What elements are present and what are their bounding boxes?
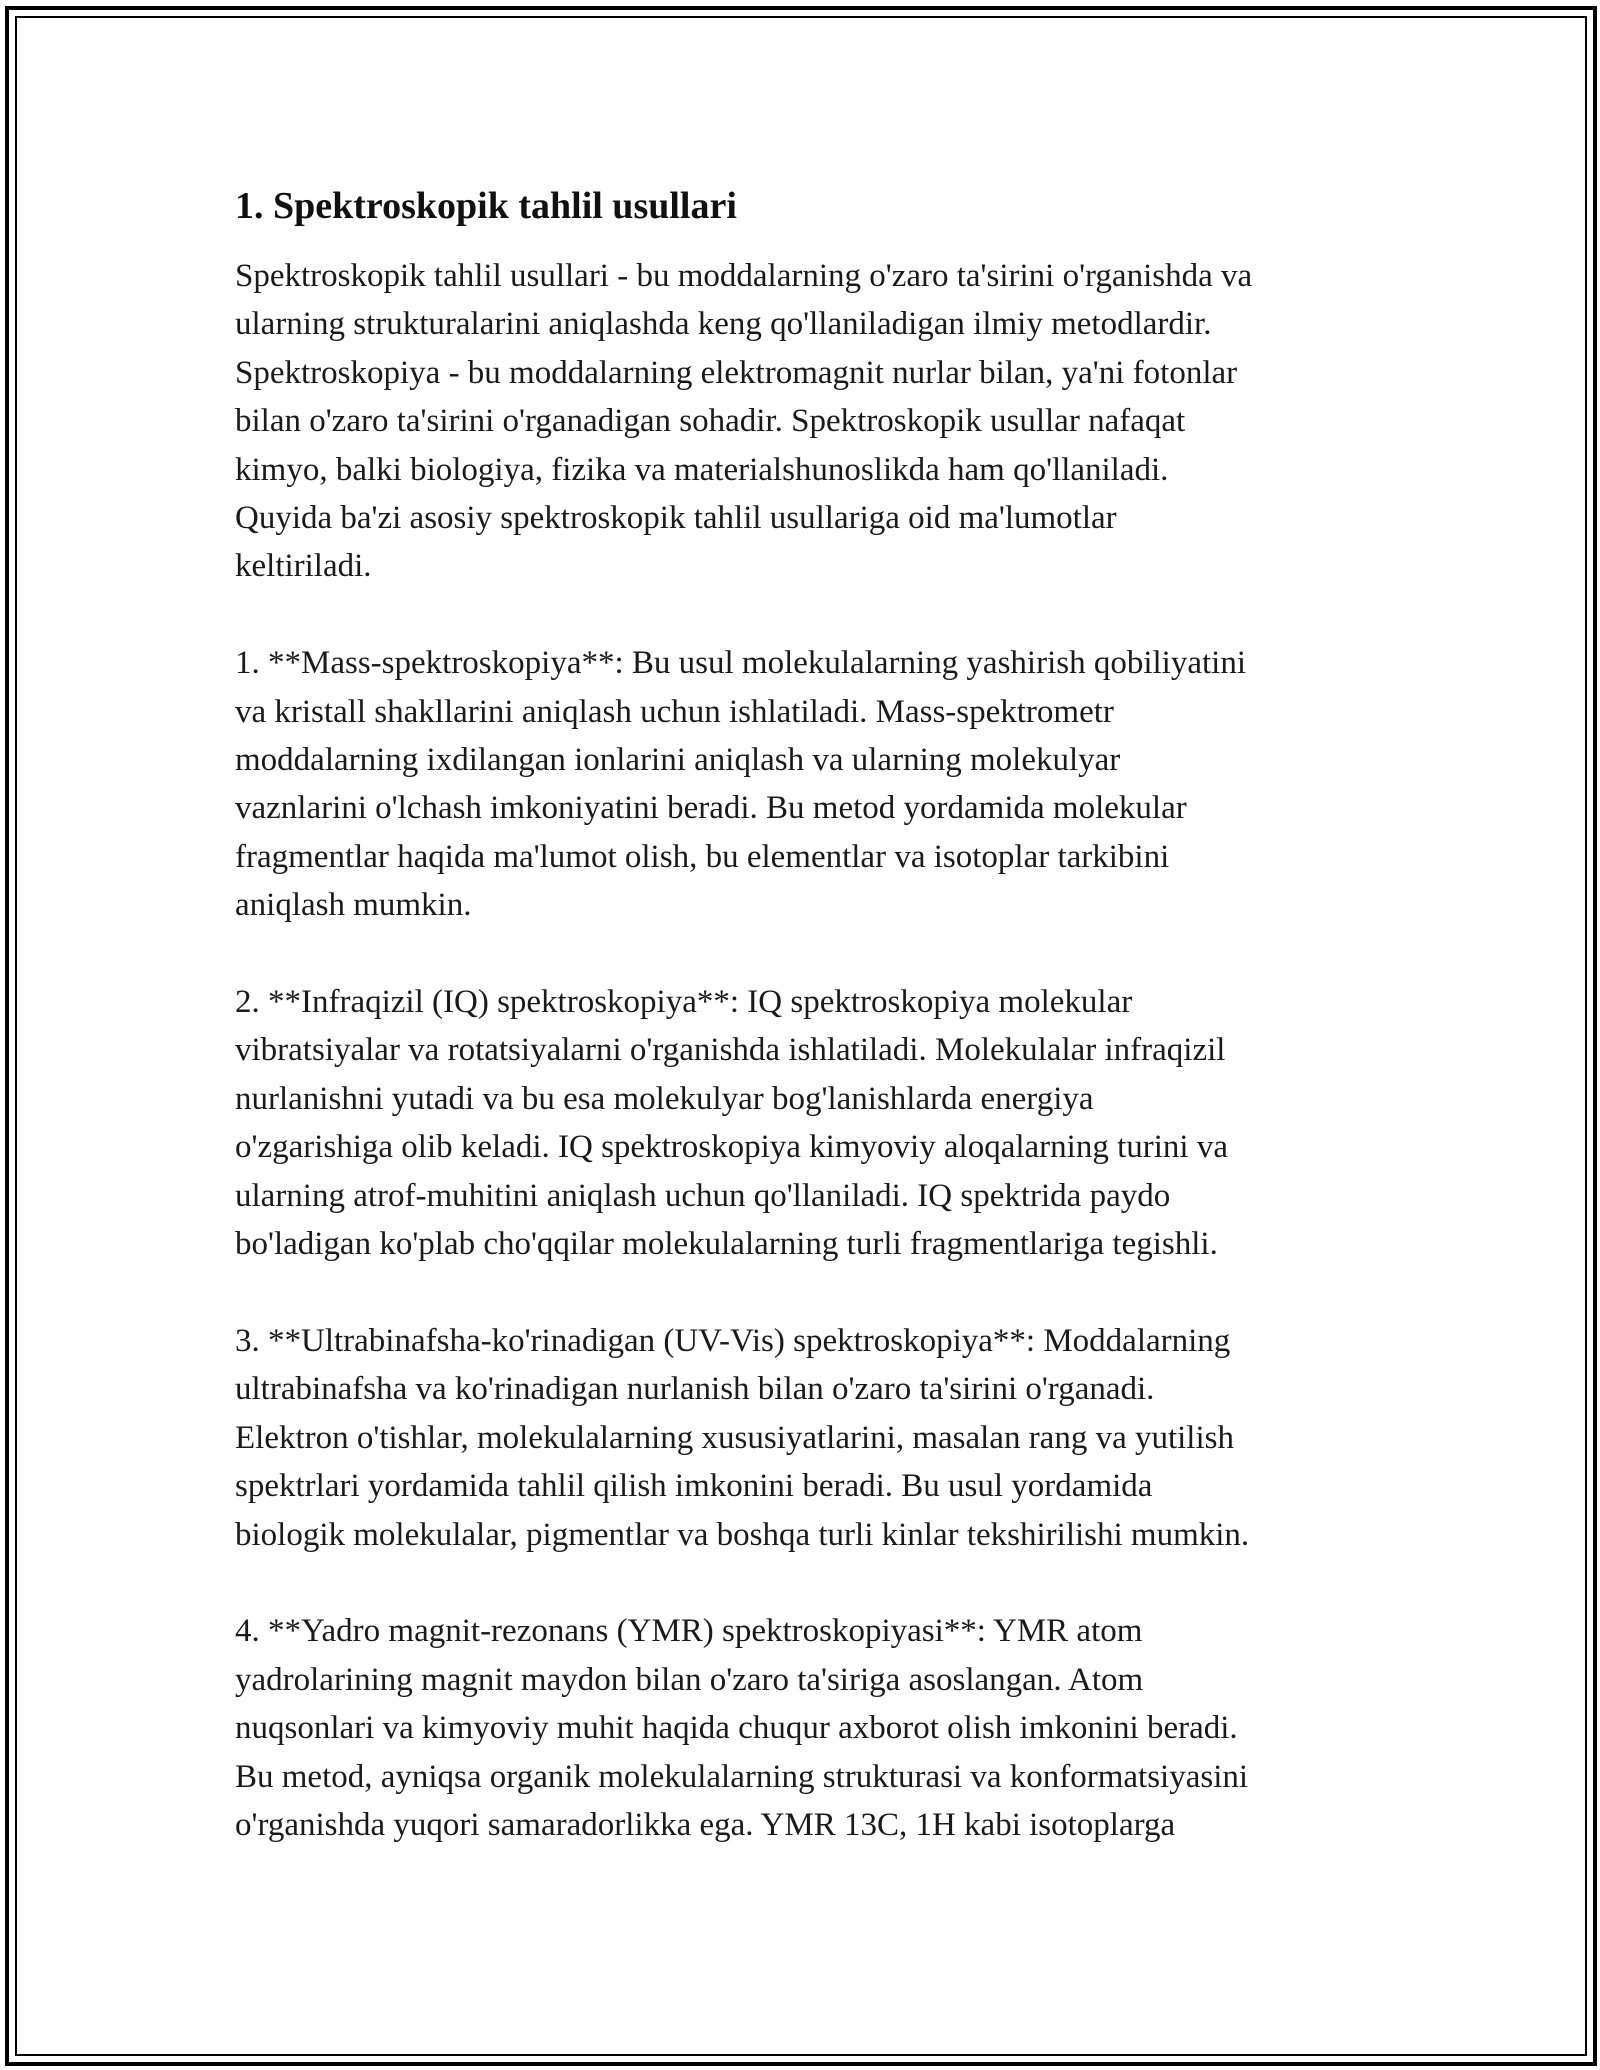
- mass-spectroscopy-paragraph: [235, 639, 1395, 929]
- infrared-spectroscopy-paragraph: [235, 978, 1395, 1268]
- paragraph-line: bo'ladigan ko'plab cho'qqilar molekulalarning turli fragmentlariga tegishli.: [235, 1226, 1218, 1263]
- paragraph-line: moddalarning ixdilangan ionlarini aniqlash va ularning molekulyar: [235, 742, 1121, 779]
- paragraph-line: 4. **Yadro magnit-rezonans (YMR) spektroskopiyasi**: YMR atom: [235, 1613, 1143, 1650]
- nmr-spectroscopy-paragraph: [235, 1607, 1395, 1849]
- paragraph-line: biologik molekulalar, pigmentlar va boshqa turli kinlar tekshirilishi mumkin.: [235, 1516, 1250, 1553]
- paragraph-line: fragmentlar haqida ma'lumot olish, bu elementlar va isotoplar tarkibini: [235, 838, 1170, 875]
- paragraph-line: vibratsiyalar va rotatsiyalarni o'rganishda ishlatiladi. Molekulalar infraqizil: [235, 1032, 1226, 1069]
- paragraph-line: ularning atrof-muhitini aniqlash uchun qo'llaniladi. IQ spektrida paydo: [235, 1177, 1171, 1214]
- paragraph-line: yadrolarining magnit maydon bilan o'zaro ta'siriga asoslangan. Atom: [235, 1661, 1144, 1698]
- paragraph-line: Bu metod, ayniqsa organik molekulalarning strukturasi va konformatsiyasini: [235, 1758, 1249, 1795]
- paragraph-line: nurlanishni yutadi va bu esa molekulyar bog'lanishlarda energiya: [235, 1080, 1094, 1117]
- paragraph-line: ultrabinafsha va ko'rinadigan nurlanish bilan o'zaro ta'sirini o'rganadi.: [235, 1371, 1155, 1408]
- paragraph-line: Elektron o'tishlar, molekulalarning xususiyatlarini, masalan rang va yutilish: [235, 1419, 1234, 1456]
- paragraph-line: Spektroskopik tahlil usullari - bu moddalarning o'zaro ta'sirini o'rganishda va: [235, 258, 1253, 294]
- paragraph-line: spektrlari yordamida tahlil qilish imkonini beradi. Bu usul yordamida: [235, 1468, 1153, 1505]
- paragraph-line: Spektroskopiya - bu moddalarning elektromagnit nurlar bilan, ya'ni fotonlar: [235, 354, 1238, 391]
- paragraph-line: va kristall shakllarini aniqlash uchun ishlatiladi. Mass-spektrometr: [235, 693, 1114, 730]
- paragraph-line: o'rganishda yuqori samaradorlikka ega. YMR 13C, 1H kabi isotoplarga: [235, 1806, 1176, 1843]
- paragraph-line: aniqlash mumkin.: [235, 887, 472, 924]
- paragraph-line: bilan o'zaro ta'sirini o'rganadigan sohadir. Spektroskopik usullar nafaqat: [235, 403, 1186, 440]
- document-title: 1. Spektroskopik tahlil usullari: [235, 185, 737, 227]
- uv-vis-spectroscopy-paragraph: [235, 1317, 1395, 1559]
- paragraph-line: Quyida ba'zi asosiy spektroskopik tahlil usullariga oid ma'lumotlar: [235, 500, 1117, 537]
- paragraph-line: nuqsonlari va kimyoviy muhit haqida chuqur axborot olish imkonini beradi.: [235, 1710, 1238, 1747]
- paragraph-line: 3. **Ultrabinafsha-ko'rinadigan (UV-Vis) spektroskopiya**: Moddalarning: [235, 1322, 1231, 1359]
- document-body: [235, 182, 1395, 1898]
- paragraph-line: kimyo, balki biologiya, fizika va materialshunoslikda ham qo'llaniladi.: [235, 451, 1169, 488]
- paragraph-line: o'zgarishiga olib keladi. IQ spektroskopiya kimyoviy aloqalarning turini va: [235, 1129, 1228, 1166]
- paragraph-line: keltiriladi.: [235, 548, 372, 585]
- paragraph-line: 2. **Infraqizil (IQ) spektroskopiya**: IQ spektroskopiya molekular: [235, 984, 1133, 1021]
- paragraph-line: 1. **Mass-spektroskopiya**: Bu usul molekulalarning yashirish qobiliyatini: [235, 645, 1246, 682]
- paragraph-line: vaznlarini o'lchash imkoniyatini beradi. Bu metod yordamida molekular: [235, 790, 1187, 827]
- paragraph-line: ularning strukturalarini aniqlashda keng qo'llaniladigan ilmiy metodlardir.: [235, 306, 1212, 343]
- intro-paragraph: [235, 252, 1395, 591]
